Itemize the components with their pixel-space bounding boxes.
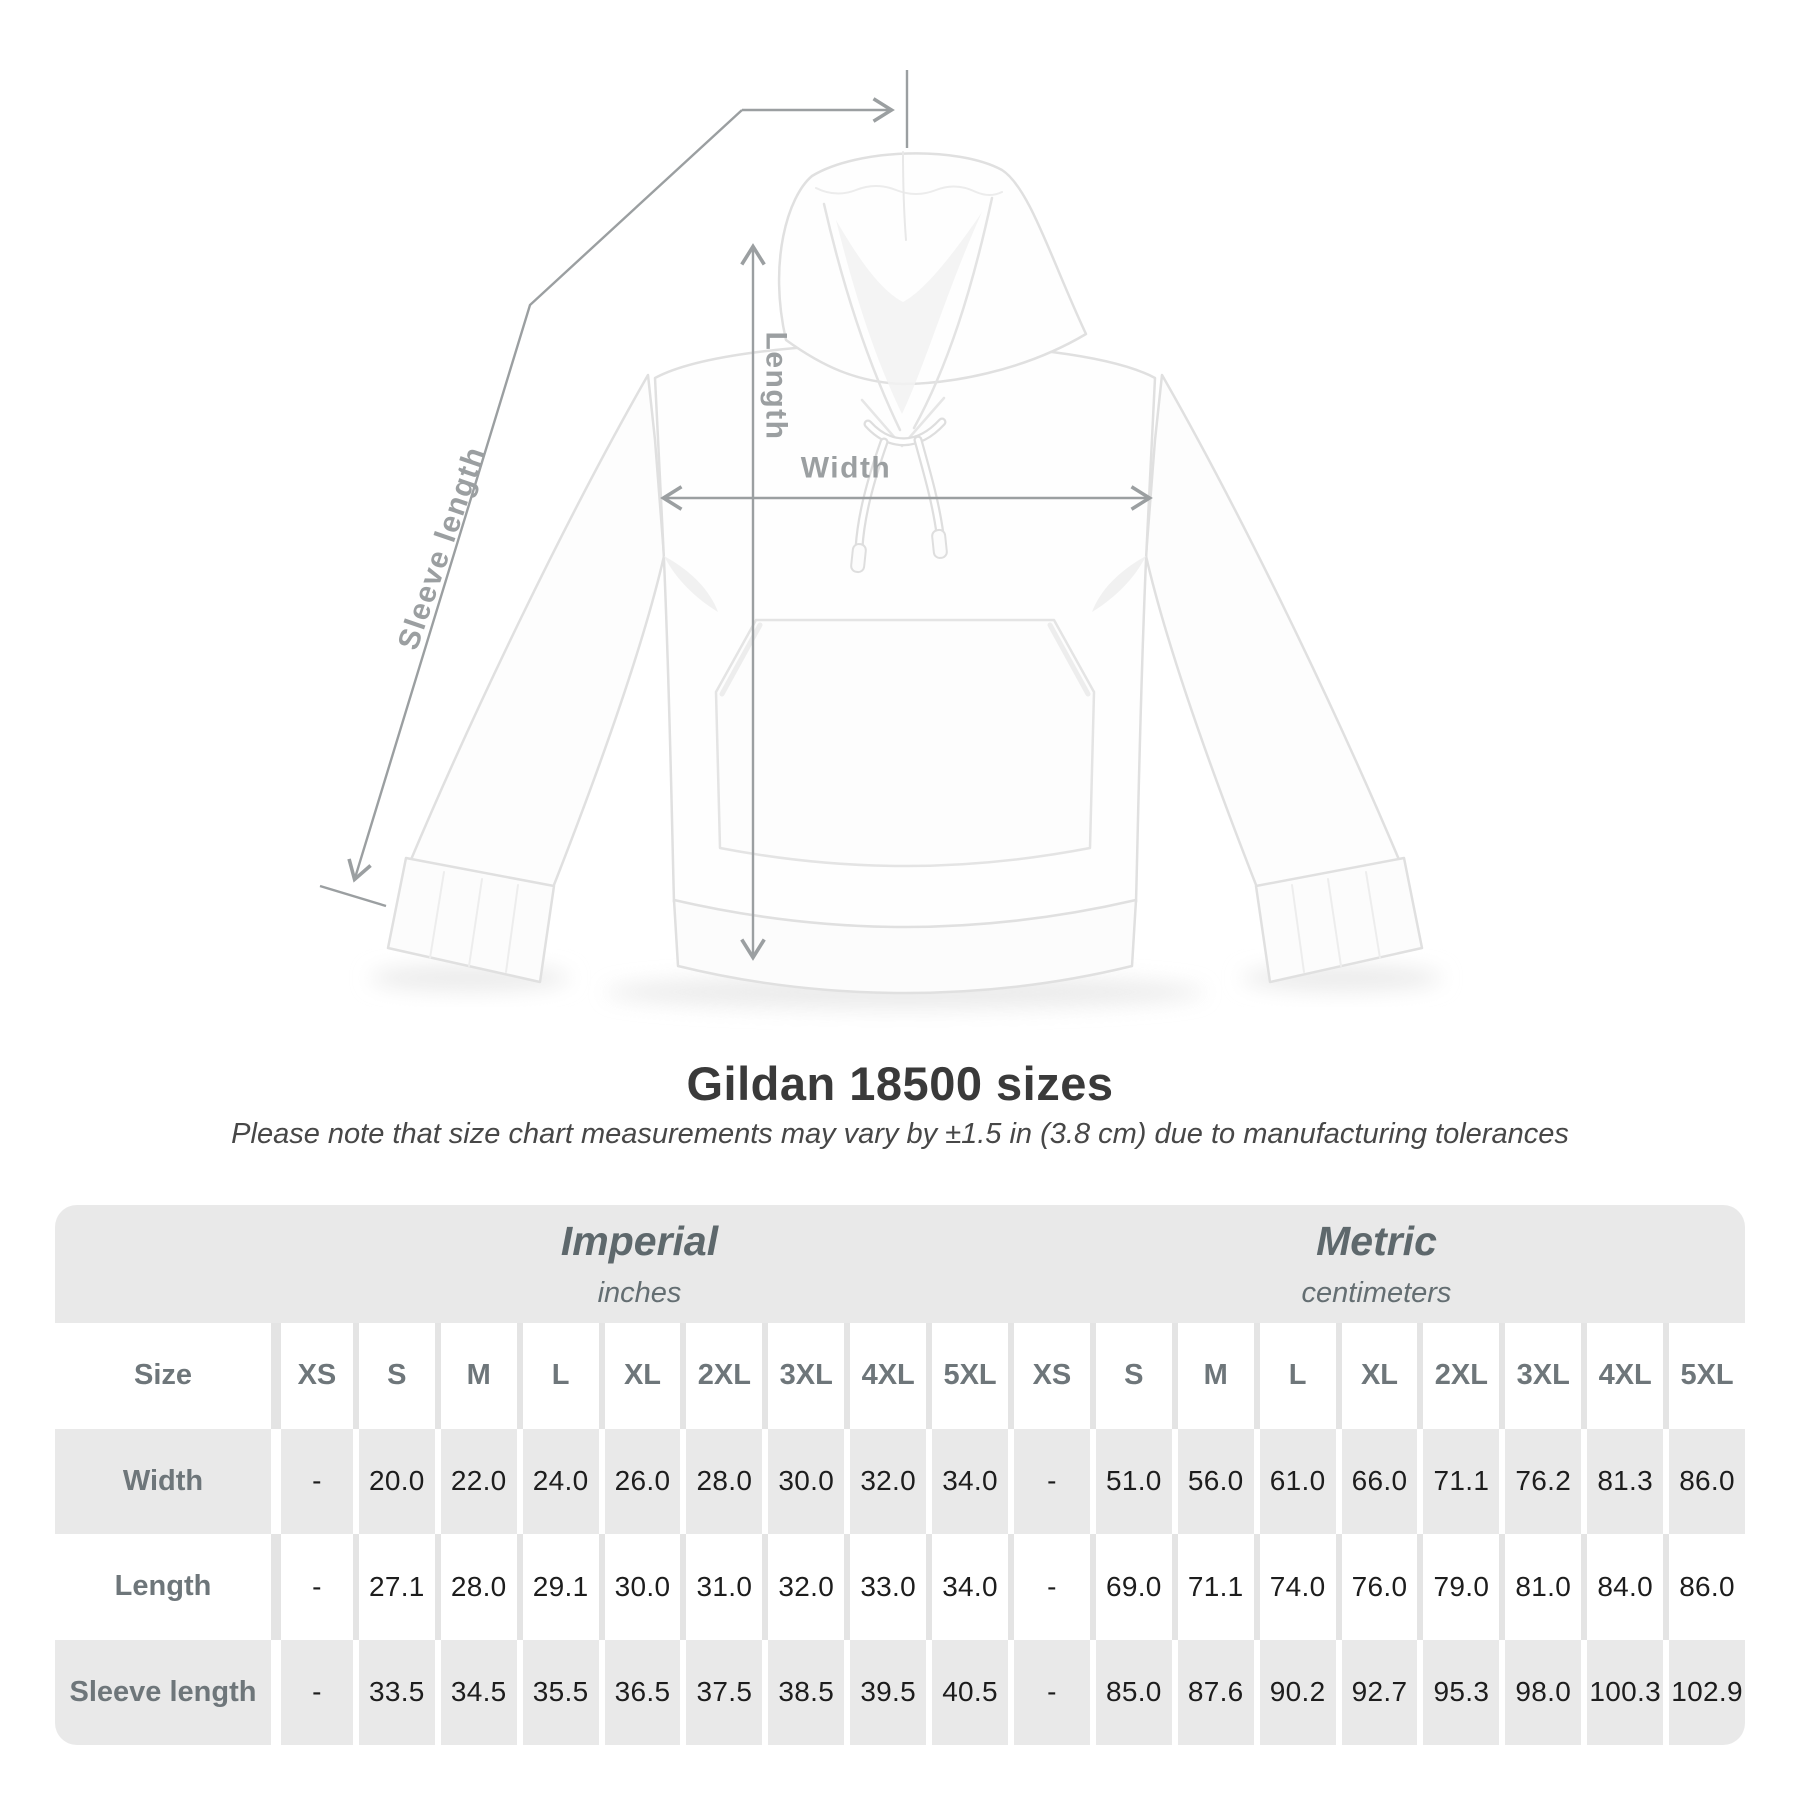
value-cell: 33.5 bbox=[353, 1640, 435, 1746]
value-cell: 20.0 bbox=[353, 1429, 435, 1535]
value-cell: 86.0 bbox=[1663, 1429, 1745, 1535]
value-cell: - bbox=[1008, 1640, 1090, 1746]
size-col-header-metric-xs: XS bbox=[1008, 1323, 1090, 1429]
size-col-header-metric-3xl: 3XL bbox=[1499, 1323, 1581, 1429]
table-row-sleeve-length bbox=[55, 1640, 1745, 1746]
value-cell: 40.5 bbox=[926, 1640, 1008, 1746]
value-cell: 71.1 bbox=[1172, 1534, 1254, 1640]
value-cell: 79.0 bbox=[1417, 1534, 1499, 1640]
hoodie-left-sleeve bbox=[410, 375, 664, 890]
size-col-header-imperial-xs: XS bbox=[271, 1323, 353, 1429]
size-col-header-metric-2xl: 2XL bbox=[1417, 1323, 1499, 1429]
size-col-header-imperial-xl: XL bbox=[599, 1323, 681, 1429]
size-corner-label: Size bbox=[133, 1359, 193, 1392]
metric-unit: centimeters bbox=[1301, 1277, 1452, 1309]
value-cell: 30.0 bbox=[599, 1534, 681, 1640]
value-cell: 102.9 bbox=[1663, 1640, 1745, 1746]
unit-group-imperial bbox=[271, 1205, 1008, 1323]
value-cell: 84.0 bbox=[1581, 1534, 1663, 1640]
value-cell: 86.0 bbox=[1663, 1534, 1745, 1640]
value-cell: 32.0 bbox=[844, 1429, 926, 1535]
size-col-header-imperial-m: M bbox=[435, 1323, 517, 1429]
value-cell: 39.5 bbox=[844, 1640, 926, 1746]
unit-group-metric bbox=[1008, 1205, 1745, 1323]
page-title: Gildan 18500 sizes bbox=[686, 1057, 1114, 1110]
value-cell: 36.5 bbox=[599, 1640, 681, 1746]
value-cell: 28.0 bbox=[680, 1429, 762, 1535]
value-cell: 61.0 bbox=[1254, 1429, 1336, 1535]
size-col-header-metric-s: S bbox=[1090, 1323, 1172, 1429]
value-cell: 28.0 bbox=[435, 1534, 517, 1640]
value-cell: 34.0 bbox=[926, 1429, 1008, 1535]
value-cell: 27.1 bbox=[353, 1534, 435, 1640]
value-cell: 81.3 bbox=[1581, 1429, 1663, 1535]
imperial-label: Imperial bbox=[560, 1218, 719, 1264]
value-cell: 69.0 bbox=[1090, 1534, 1172, 1640]
size-col-header-imperial-5xl: 5XL bbox=[926, 1323, 1008, 1429]
value-cell: 37.5 bbox=[680, 1640, 762, 1746]
value-cell: 26.0 bbox=[599, 1429, 681, 1535]
size-col-header-imperial-s: S bbox=[353, 1323, 435, 1429]
size-col-header-metric-m: M bbox=[1172, 1323, 1254, 1429]
size-col-header-metric-4xl: 4XL bbox=[1581, 1323, 1663, 1429]
value-cell: 71.1 bbox=[1417, 1429, 1499, 1535]
value-cell: 24.0 bbox=[517, 1429, 599, 1535]
table-row-length bbox=[55, 1534, 1745, 1640]
value-cell: 98.0 bbox=[1499, 1640, 1581, 1746]
size-col-header-imperial-2xl: 2XL bbox=[680, 1323, 762, 1429]
row-label: Length bbox=[114, 1570, 212, 1603]
table-row-width bbox=[55, 1429, 1745, 1535]
width-label: Width bbox=[800, 451, 892, 485]
size-col-header-imperial-4xl: 4XL bbox=[844, 1323, 926, 1429]
length-label: Length bbox=[759, 331, 793, 441]
sleeve-length-label: Sleeve length bbox=[391, 441, 493, 655]
size-col-header-metric-5xl: 5XL bbox=[1663, 1323, 1745, 1429]
size-col-header-metric-xl: XL bbox=[1336, 1323, 1418, 1429]
value-cell: 34.0 bbox=[926, 1534, 1008, 1640]
kangaroo-pocket bbox=[716, 620, 1094, 866]
value-cell: 66.0 bbox=[1336, 1429, 1418, 1535]
value-cell: 33.0 bbox=[844, 1534, 926, 1640]
size-col-header-imperial-3xl: 3XL bbox=[762, 1323, 844, 1429]
imperial-unit: inches bbox=[597, 1277, 682, 1309]
value-cell: 81.0 bbox=[1499, 1534, 1581, 1640]
unit-band-spacer bbox=[55, 1205, 271, 1323]
value-cell: - bbox=[271, 1429, 353, 1535]
value-cell: - bbox=[271, 1640, 353, 1746]
value-cell: 56.0 bbox=[1172, 1429, 1254, 1535]
metric-label: Metric bbox=[1316, 1218, 1437, 1264]
size-table bbox=[55, 1205, 1745, 1745]
sleeve-length-end-tick bbox=[320, 886, 386, 906]
value-cell: - bbox=[1008, 1429, 1090, 1535]
row-label: Sleeve length bbox=[69, 1675, 257, 1708]
value-cell: 22.0 bbox=[435, 1429, 517, 1535]
size-col-header-metric-l: L bbox=[1254, 1323, 1336, 1429]
value-cell: 38.5 bbox=[762, 1640, 844, 1746]
hoodie-illustration bbox=[388, 152, 1422, 993]
value-cell: 76.2 bbox=[1499, 1429, 1581, 1535]
value-cell: 85.0 bbox=[1090, 1640, 1172, 1746]
size-col-header-imperial-l: L bbox=[517, 1323, 599, 1429]
value-cell: 74.0 bbox=[1254, 1534, 1336, 1640]
value-cell: 76.0 bbox=[1336, 1534, 1418, 1640]
value-cell: 34.5 bbox=[435, 1640, 517, 1746]
value-cell: 90.2 bbox=[1254, 1640, 1336, 1746]
value-cell: - bbox=[1008, 1534, 1090, 1640]
value-cell: 51.0 bbox=[1090, 1429, 1172, 1535]
value-cell: 29.1 bbox=[517, 1534, 599, 1640]
value-cell: 31.0 bbox=[680, 1534, 762, 1640]
value-cell: 95.3 bbox=[1417, 1640, 1499, 1746]
value-cell: 35.5 bbox=[517, 1640, 599, 1746]
value-cell: 30.0 bbox=[762, 1429, 844, 1535]
hoodie-hood bbox=[779, 153, 1086, 384]
value-cell: 92.7 bbox=[1336, 1640, 1418, 1746]
unit-band bbox=[55, 1205, 1745, 1323]
size-table-body bbox=[55, 1323, 1745, 1745]
value-cell: 100.3 bbox=[1581, 1640, 1663, 1746]
value-cell: - bbox=[271, 1534, 353, 1640]
tolerance-note: Please note that size chart measurements may vary by ±1.5 in (3.8 cm) due to manufacturing tolerances bbox=[231, 1118, 1569, 1150]
hoodie-right-sleeve bbox=[1146, 375, 1400, 890]
size-header-row bbox=[55, 1323, 1745, 1429]
value-cell: 87.6 bbox=[1172, 1640, 1254, 1746]
value-cell: 32.0 bbox=[762, 1534, 844, 1640]
row-label: Width bbox=[122, 1464, 204, 1497]
